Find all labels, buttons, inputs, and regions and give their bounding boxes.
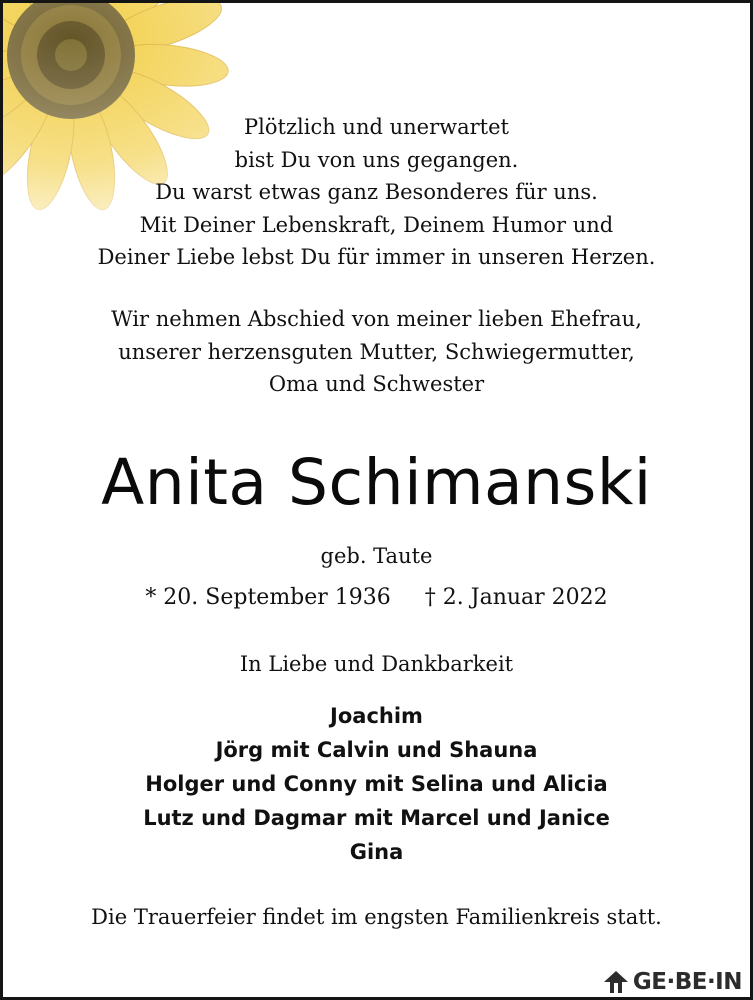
life-dates <box>3 581 750 615</box>
mourners-list <box>3 699 750 869</box>
verse <box>3 111 750 274</box>
mourner: Gina <box>349 840 404 864</box>
farewell-line: Oma und Schwester <box>268 372 485 396</box>
gebein-logo-text: GE·BE·IN <box>632 969 742 995</box>
mourner: Joachim <box>330 704 423 728</box>
verse-line: Mit Deiner Lebenskraft, Deinem Humor und <box>139 212 614 237</box>
deceased-name: Anita Schimanski <box>101 446 652 519</box>
farewell-text <box>3 303 750 401</box>
birth-date: * 20. September 1936 <box>145 585 391 610</box>
closing-phrase: In Liebe und Dankbarkeit <box>239 652 514 676</box>
farewell-line: unserer herzensguten Mutter, Schwiegermutter, <box>118 339 635 364</box>
mourner: Holger und Conny mit Selina und Alicia <box>145 772 608 796</box>
mourner: Lutz und Dagmar mit Marcel und Janice <box>143 806 610 830</box>
verse-line: bist Du von uns gegangen. <box>234 147 519 172</box>
verse-line: Deiner Liebe lebst Du für immer in unseren Herzen. <box>97 245 656 269</box>
funeral-note: Die Trauerfeier findet im engsten Familienkreis statt. <box>91 905 662 929</box>
mourner: Jörg mit Calvin und Shauna <box>215 738 538 762</box>
verse-line: Du warst etwas ganz Besonderes für uns. <box>155 180 598 204</box>
gebein-logo <box>603 969 742 995</box>
death-date: † 2. Januar 2022 <box>424 585 608 610</box>
verse-line: Plötzlich und unerwartet <box>244 115 509 139</box>
gebein-logo-icon <box>603 970 629 994</box>
farewell-line: Wir nehmen Abschied von meiner lieben Ehefrau, <box>111 307 642 331</box>
born-name: geb. Taute <box>320 544 433 568</box>
